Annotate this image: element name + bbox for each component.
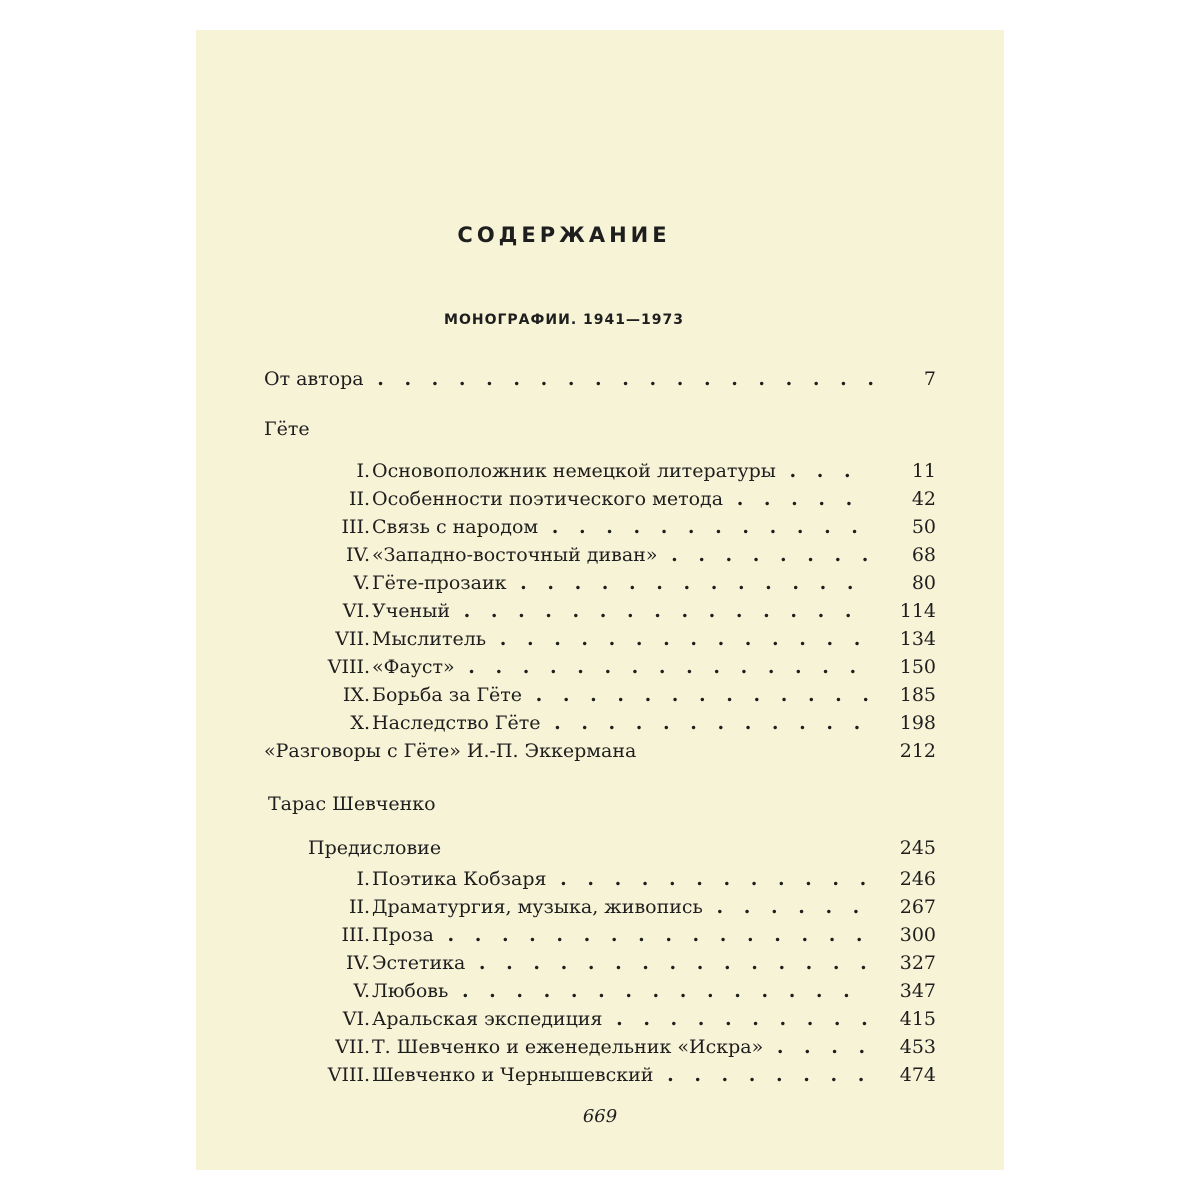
toc-entry[interactable] xyxy=(196,949,1004,977)
toc-entry-page: 185 xyxy=(899,684,936,706)
toc-entry-page: 415 xyxy=(899,1008,936,1030)
toc-entry-page: 114 xyxy=(899,600,936,622)
toc-entry-page: 212 xyxy=(899,740,936,762)
toc-entry-text: Эстетика . . . xyxy=(372,949,872,977)
toc-entry-page: 474 xyxy=(899,1064,936,1086)
toc-entry-text: Связь с народом . . . xyxy=(372,513,872,541)
toc-entry-page: 245 xyxy=(899,837,936,859)
toc-entry-number: VII. xyxy=(335,1036,370,1058)
toc-entry-page: 267 xyxy=(899,896,936,918)
toc-entry-page: 80 xyxy=(911,572,936,594)
toc-entry-page: 246 xyxy=(899,868,936,890)
toc-entry-number: V. xyxy=(353,980,370,1002)
toc-entry-text: «Разговоры с Гёте» И.-П. Эккермана xyxy=(264,740,637,762)
page-number: 669 xyxy=(582,1106,618,1127)
toc-entry[interactable] xyxy=(196,597,1004,625)
toc-entry[interactable] xyxy=(196,893,1004,921)
section-heading-shevchenko: Тарас Шевченко xyxy=(268,793,436,815)
toc-entry[interactable] xyxy=(196,977,1004,1005)
toc-entry-number: III. xyxy=(341,924,370,946)
toc-entry-number: I. xyxy=(356,868,370,890)
toc-entry-number: V. xyxy=(353,572,370,594)
toc-entry-text: Поэтика Кобзаря . . . xyxy=(372,865,872,893)
toc-entry[interactable] xyxy=(196,865,1004,893)
toc-entry-text: Гёте-прозаик . . . xyxy=(372,569,872,597)
toc-entry-text: «Западно-восточный диван» . . . xyxy=(372,541,872,569)
toc-entry-number: IV. xyxy=(346,952,370,974)
book-page xyxy=(196,30,1004,1170)
page-title: СОДЕРЖАНИЕ xyxy=(457,223,671,247)
toc-entry-text: Основоположник немецкой литературы . . . xyxy=(372,457,872,485)
toc-entry-number: VI. xyxy=(342,1008,370,1030)
toc-entry[interactable] xyxy=(196,513,1004,541)
toc-entry-text: «Фауст» . . . xyxy=(372,653,872,681)
toc-entry-page: 347 xyxy=(899,980,936,1002)
toc-entry-number: VII. xyxy=(335,628,370,650)
toc-entry-text: Шевченко и Чернышевский . . . xyxy=(372,1061,872,1089)
toc-entry[interactable] xyxy=(196,1033,1004,1061)
toc-entry-text: Любовь . . . xyxy=(372,977,872,1005)
toc-entry[interactable] xyxy=(196,681,1004,709)
toc-entry-number: IX. xyxy=(342,684,370,706)
toc-entry[interactable] xyxy=(196,541,1004,569)
toc-entry[interactable] xyxy=(196,1005,1004,1033)
section-heading-goethe: Гёте xyxy=(264,418,310,440)
toc-entry-text: Борьба за Гёте . . . xyxy=(372,681,872,709)
toc-entry-text: Т. Шевченко и еженедельник «Искра» . . . xyxy=(372,1033,872,1061)
toc-entry-number: VI. xyxy=(342,600,370,622)
toc-entry-text: Проза . . . xyxy=(372,921,872,949)
toc-entry-text: Драматургия, музыка, живопись . . . xyxy=(372,893,872,921)
toc-entry-number: III. xyxy=(341,516,370,538)
toc-entry-intro[interactable] xyxy=(196,365,1004,393)
toc-entry-page: 300 xyxy=(899,924,936,946)
toc-entry[interactable] xyxy=(196,485,1004,513)
toc-entry-number: I. xyxy=(356,460,370,482)
toc-entry-text: От автора . . . xyxy=(264,365,874,393)
toc-entry-text: Особенности поэтического метода . . . xyxy=(372,485,872,513)
toc-entry-number: II. xyxy=(348,896,370,918)
toc-entry-eckermann[interactable] xyxy=(196,737,1004,765)
toc-entry-text: Предисловие xyxy=(308,837,442,859)
toc-entry[interactable] xyxy=(196,709,1004,737)
toc-entry[interactable] xyxy=(196,1061,1004,1089)
toc-entry-text: Ученый . . . xyxy=(372,597,872,625)
toc-entry[interactable] xyxy=(196,653,1004,681)
toc-entry-page: 42 xyxy=(911,488,936,510)
toc-entry-page: 150 xyxy=(899,656,936,678)
toc-entry-number: X. xyxy=(350,712,370,734)
toc-entry[interactable] xyxy=(196,457,1004,485)
toc-entry[interactable] xyxy=(196,921,1004,949)
toc-entry-number: II. xyxy=(348,488,370,510)
toc-entry-page: 11 xyxy=(911,460,936,482)
toc-entry-page: 453 xyxy=(899,1036,936,1058)
toc-entry-page: 7 xyxy=(923,368,936,390)
toc-entry-page: 50 xyxy=(911,516,936,538)
toc-entry-page: 134 xyxy=(899,628,936,650)
toc-entry-number: VIII. xyxy=(327,656,370,678)
toc-entry-page: 327 xyxy=(899,952,936,974)
toc-entry-text: Аральская экспедиция . . . xyxy=(372,1005,872,1033)
toc-entry[interactable] xyxy=(196,569,1004,597)
toc-entry[interactable] xyxy=(196,625,1004,653)
toc-entry-number: VIII. xyxy=(327,1064,370,1086)
toc-entry-page: 198 xyxy=(899,712,936,734)
toc-entry-page: 68 xyxy=(911,544,936,566)
toc-entry-preface[interactable] xyxy=(196,834,1004,862)
toc-entry-text: Наследство Гёте . . . xyxy=(372,709,872,737)
toc-entry-text: Мыслитель . . . xyxy=(372,625,872,653)
section-subtitle: МОНОГРАФИИ. 1941—1973 xyxy=(444,312,684,328)
toc-entry-number: IV. xyxy=(346,544,370,566)
